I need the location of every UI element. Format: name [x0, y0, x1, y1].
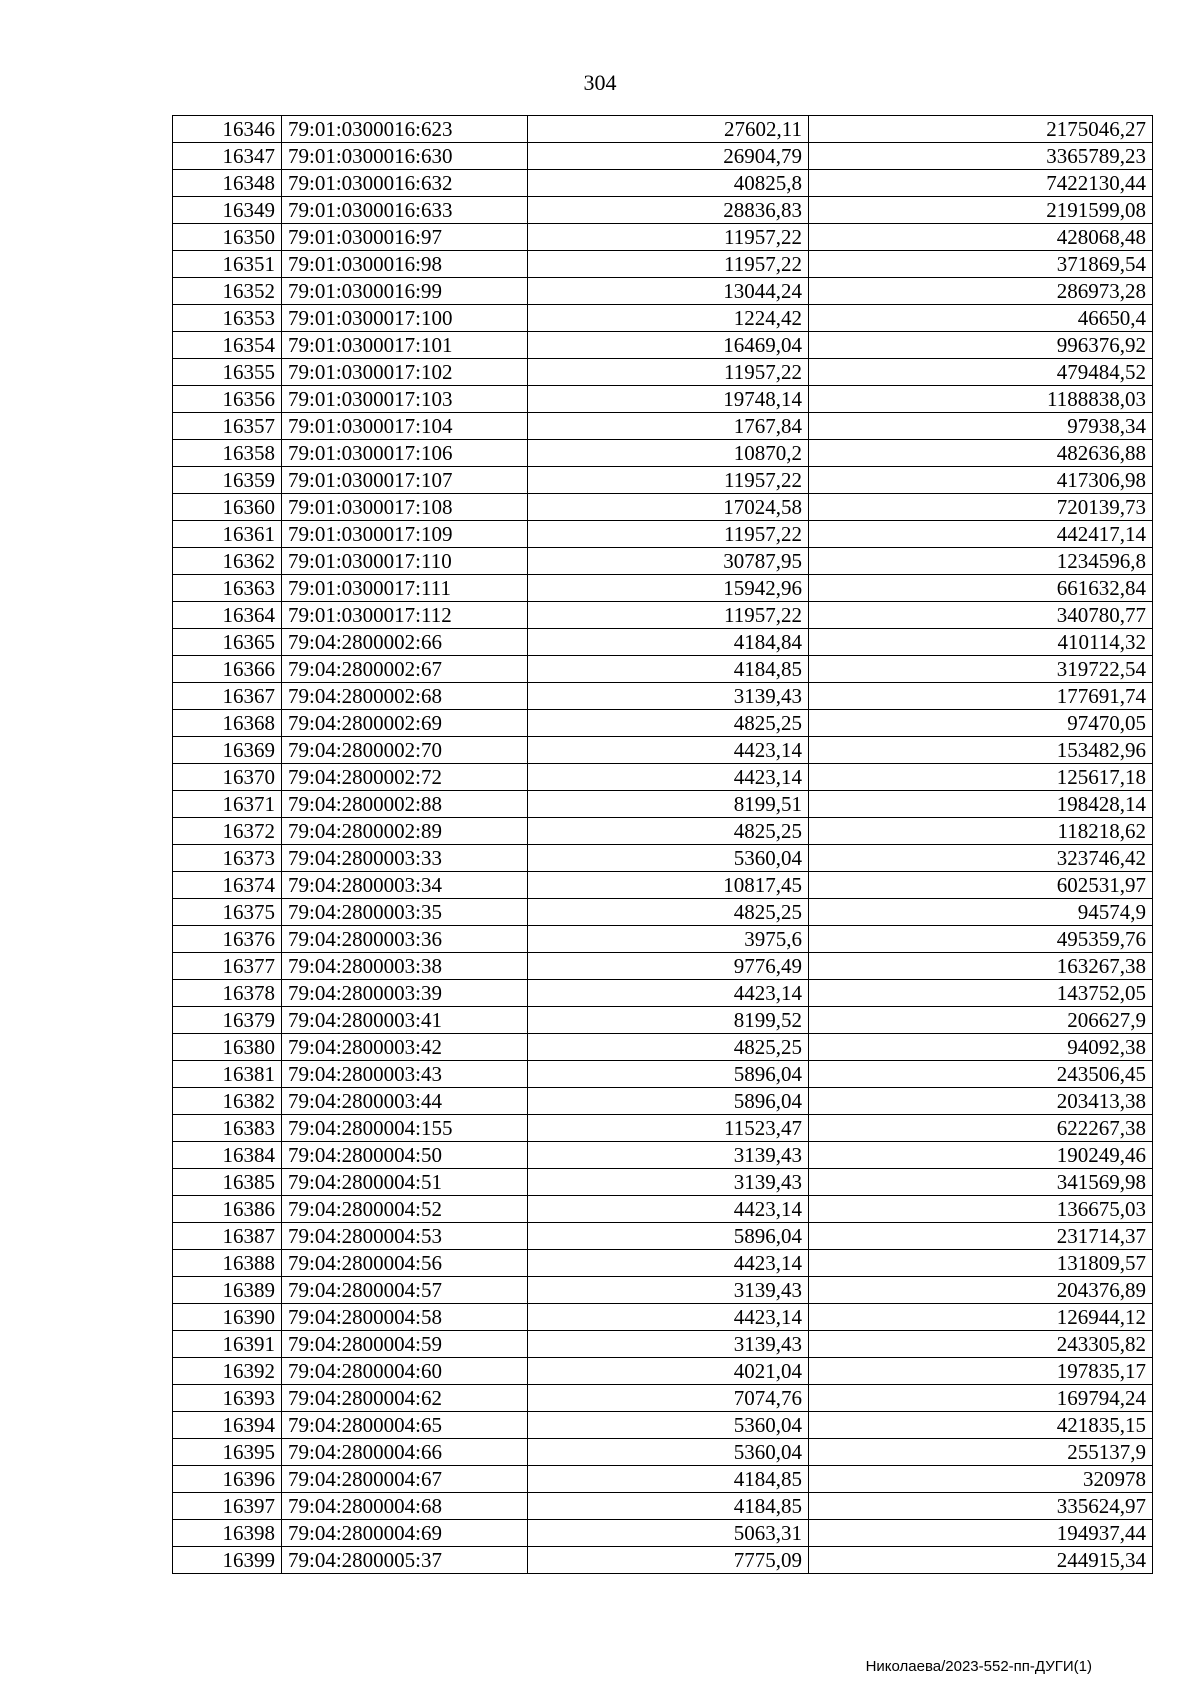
- cadastral-value-cell: 136675,03: [809, 1196, 1153, 1223]
- table-row: [173, 602, 1153, 629]
- row-number-cell: 16370: [173, 764, 282, 791]
- area-cell: 5063,31: [528, 1520, 809, 1547]
- cadastral-value-cell: 131809,57: [809, 1250, 1153, 1277]
- cadastral-value-cell: 410114,32: [809, 629, 1153, 656]
- cadastral-value-cell: 244915,34: [809, 1547, 1153, 1574]
- table-row: [173, 1034, 1153, 1061]
- row-number-cell: 16346: [173, 116, 282, 143]
- cadastral-value-cell: 428068,48: [809, 224, 1153, 251]
- table-row: [173, 116, 1153, 143]
- cadastral-value-cell: 94092,38: [809, 1034, 1153, 1061]
- area-cell: 1767,84: [528, 413, 809, 440]
- table-row: [173, 251, 1153, 278]
- cadastral-value-cell: 996376,92: [809, 332, 1153, 359]
- area-cell: 11523,47: [528, 1115, 809, 1142]
- row-number-cell: 16358: [173, 440, 282, 467]
- area-cell: 4825,25: [528, 818, 809, 845]
- table-row: [173, 1142, 1153, 1169]
- area-cell: 3139,43: [528, 1142, 809, 1169]
- cadastral-value-cell: 286973,28: [809, 278, 1153, 305]
- table-row: [173, 1304, 1153, 1331]
- cadastral-number-cell: 79:01:0300017:103: [282, 386, 528, 413]
- cadastral-value-cell: 340780,77: [809, 602, 1153, 629]
- table-row: [173, 170, 1153, 197]
- table-row: [173, 845, 1153, 872]
- cadastral-number-cell: 79:01:0300017:101: [282, 332, 528, 359]
- area-cell: 4423,14: [528, 980, 809, 1007]
- cadastral-number-cell: 79:04:2800004:53: [282, 1223, 528, 1250]
- cadastral-value-cell: 341569,98: [809, 1169, 1153, 1196]
- row-number-cell: 16367: [173, 683, 282, 710]
- cadastral-number-cell: 79:01:0300017:104: [282, 413, 528, 440]
- table-row: [173, 575, 1153, 602]
- cadastral-number-cell: 79:01:0300016:98: [282, 251, 528, 278]
- cadastral-value-cell: 94574,9: [809, 899, 1153, 926]
- cadastral-value-cell: 143752,05: [809, 980, 1153, 1007]
- row-number-cell: 16357: [173, 413, 282, 440]
- cadastral-number-cell: 79:04:2800002:88: [282, 791, 528, 818]
- cadastral-value-cell: 255137,9: [809, 1439, 1153, 1466]
- area-cell: 19748,14: [528, 386, 809, 413]
- row-number-cell: 16394: [173, 1412, 282, 1439]
- cadastral-number-cell: 79:04:2800004:68: [282, 1493, 528, 1520]
- row-number-cell: 16398: [173, 1520, 282, 1547]
- cadastral-value-cell: 197835,17: [809, 1358, 1153, 1385]
- area-cell: 16469,04: [528, 332, 809, 359]
- table-row: [173, 1196, 1153, 1223]
- table-row: [173, 1169, 1153, 1196]
- area-cell: 11957,22: [528, 602, 809, 629]
- table-row: [173, 683, 1153, 710]
- cadastral-value-cell: 482636,88: [809, 440, 1153, 467]
- cadastral-value-cell: 118218,62: [809, 818, 1153, 845]
- row-number-cell: 16369: [173, 737, 282, 764]
- area-cell: 13044,24: [528, 278, 809, 305]
- cadastral-value-cell: 2175046,27: [809, 116, 1153, 143]
- cadastral-number-cell: 79:04:2800004:59: [282, 1331, 528, 1358]
- cadastral-number-cell: 79:04:2800004:58: [282, 1304, 528, 1331]
- cadastral-value-cell: 46650,4: [809, 305, 1153, 332]
- cadastral-number-cell: 79:01:0300017:106: [282, 440, 528, 467]
- row-number-cell: 16349: [173, 197, 282, 224]
- table-row: [173, 521, 1153, 548]
- area-cell: 3975,6: [528, 926, 809, 953]
- table-row: [173, 1439, 1153, 1466]
- cadastral-number-cell: 79:04:2800004:50: [282, 1142, 528, 1169]
- cadastral-number-cell: 79:01:0300017:112: [282, 602, 528, 629]
- area-cell: 3139,43: [528, 1277, 809, 1304]
- area-cell: 3139,43: [528, 1169, 809, 1196]
- area-cell: 5896,04: [528, 1061, 809, 1088]
- area-cell: 5896,04: [528, 1088, 809, 1115]
- area-cell: 4423,14: [528, 1304, 809, 1331]
- cadastral-value-cell: 243305,82: [809, 1331, 1153, 1358]
- table-row: [173, 710, 1153, 737]
- row-number-cell: 16348: [173, 170, 282, 197]
- cadastral-number-cell: 79:04:2800002:72: [282, 764, 528, 791]
- cadastral-number-cell: 79:01:0300017:111: [282, 575, 528, 602]
- cadastral-value-cell: 198428,14: [809, 791, 1153, 818]
- table-row: [173, 1547, 1153, 1574]
- cadastral-number-cell: 79:04:2800003:39: [282, 980, 528, 1007]
- cadastral-value-cell: 97938,34: [809, 413, 1153, 440]
- cadastral-number-cell: 79:04:2800003:41: [282, 1007, 528, 1034]
- table-row: [173, 467, 1153, 494]
- area-cell: 4021,04: [528, 1358, 809, 1385]
- area-cell: 10817,45: [528, 872, 809, 899]
- area-cell: 5896,04: [528, 1223, 809, 1250]
- row-number-cell: 16351: [173, 251, 282, 278]
- cadastral-number-cell: 79:04:2800004:67: [282, 1466, 528, 1493]
- area-cell: 4423,14: [528, 764, 809, 791]
- cadastral-value-cell: 1234596,8: [809, 548, 1153, 575]
- cadastral-value-cell: 194937,44: [809, 1520, 1153, 1547]
- area-cell: 4423,14: [528, 1250, 809, 1277]
- cadastral-value-cell: 231714,37: [809, 1223, 1153, 1250]
- table-row: [173, 1385, 1153, 1412]
- area-cell: 11957,22: [528, 467, 809, 494]
- row-number-cell: 16361: [173, 521, 282, 548]
- cadastral-number-cell: 79:04:2800004:52: [282, 1196, 528, 1223]
- footer-reference: Николаева/2023-552-пп-ДУГИ(1): [865, 1658, 1092, 1675]
- table-row: [173, 143, 1153, 170]
- area-cell: 1224,42: [528, 305, 809, 332]
- table-row: [173, 1412, 1153, 1439]
- cadastral-value-cell: 204376,89: [809, 1277, 1153, 1304]
- row-number-cell: 16383: [173, 1115, 282, 1142]
- area-cell: 28836,83: [528, 197, 809, 224]
- cadastral-number-cell: 79:04:2800004:51: [282, 1169, 528, 1196]
- row-number-cell: 16373: [173, 845, 282, 872]
- cadastral-value-cell: 622267,38: [809, 1115, 1153, 1142]
- cadastral-value-cell: 1188838,03: [809, 386, 1153, 413]
- cadastral-value-cell: 442417,14: [809, 521, 1153, 548]
- table-row: [173, 305, 1153, 332]
- area-cell: 4184,85: [528, 1466, 809, 1493]
- table-row: [173, 332, 1153, 359]
- row-number-cell: 16366: [173, 656, 282, 683]
- row-number-cell: 16392: [173, 1358, 282, 1385]
- row-number-cell: 16378: [173, 980, 282, 1007]
- cadastral-number-cell: 79:04:2800004:65: [282, 1412, 528, 1439]
- page-number: 304: [583, 70, 617, 95]
- cadastral-number-cell: 79:04:2800002:68: [282, 683, 528, 710]
- table-row: [173, 872, 1153, 899]
- area-cell: 15942,96: [528, 575, 809, 602]
- table-row: [173, 953, 1153, 980]
- cadastral-number-cell: 79:01:0300017:110: [282, 548, 528, 575]
- area-cell: 4825,25: [528, 1034, 809, 1061]
- area-cell: 11957,22: [528, 521, 809, 548]
- area-cell: 4825,25: [528, 899, 809, 926]
- cadastral-value-cell: 720139,73: [809, 494, 1153, 521]
- table-row: [173, 224, 1153, 251]
- cadastral-value-cell: 417306,98: [809, 467, 1153, 494]
- row-number-cell: 16365: [173, 629, 282, 656]
- table-row: [173, 413, 1153, 440]
- cadastral-number-cell: 79:04:2800003:43: [282, 1061, 528, 1088]
- table-row: [173, 1223, 1153, 1250]
- row-number-cell: 16381: [173, 1061, 282, 1088]
- cadastral-number-cell: 79:01:0300017:108: [282, 494, 528, 521]
- area-cell: 4184,84: [528, 629, 809, 656]
- row-number-cell: 16354: [173, 332, 282, 359]
- cadastral-number-cell: 79:04:2800002:66: [282, 629, 528, 656]
- area-cell: 30787,95: [528, 548, 809, 575]
- table-row: [173, 1250, 1153, 1277]
- cadastral-number-cell: 79:01:0300017:109: [282, 521, 528, 548]
- cadastral-value-cell: 371869,54: [809, 251, 1153, 278]
- table-row: [173, 1331, 1153, 1358]
- table-row: [173, 1277, 1153, 1304]
- area-cell: 3139,43: [528, 1331, 809, 1358]
- row-number-cell: 16368: [173, 710, 282, 737]
- cadastral-value-cell: 602531,97: [809, 872, 1153, 899]
- row-number-cell: 16393: [173, 1385, 282, 1412]
- cadastral-number-cell: 79:04:2800004:155: [282, 1115, 528, 1142]
- cadastral-value-cell: 323746,42: [809, 845, 1153, 872]
- table-row: [173, 899, 1153, 926]
- area-cell: 4184,85: [528, 656, 809, 683]
- cadastral-value-cell: 319722,54: [809, 656, 1153, 683]
- cadastral-value-cell: 7422130,44: [809, 170, 1153, 197]
- row-number-cell: 16362: [173, 548, 282, 575]
- cadastral-number-cell: 79:04:2800003:44: [282, 1088, 528, 1115]
- row-number-cell: 16371: [173, 791, 282, 818]
- cadastral-number-cell: 79:01:0300017:102: [282, 359, 528, 386]
- row-number-cell: 16356: [173, 386, 282, 413]
- table-row: [173, 629, 1153, 656]
- row-number-cell: 16387: [173, 1223, 282, 1250]
- registry-table: [172, 115, 1153, 1574]
- area-cell: 40825,8: [528, 170, 809, 197]
- cadastral-number-cell: 79:04:2800004:57: [282, 1277, 528, 1304]
- cadastral-value-cell: 169794,24: [809, 1385, 1153, 1412]
- row-number-cell: 16385: [173, 1169, 282, 1196]
- row-number-cell: 16389: [173, 1277, 282, 1304]
- row-number-cell: 16376: [173, 926, 282, 953]
- cadastral-value-cell: 163267,38: [809, 953, 1153, 980]
- area-cell: 7775,09: [528, 1547, 809, 1574]
- cadastral-value-cell: 661632,84: [809, 575, 1153, 602]
- table-row: [173, 440, 1153, 467]
- row-number-cell: 16347: [173, 143, 282, 170]
- table-row: [173, 1088, 1153, 1115]
- row-number-cell: 16363: [173, 575, 282, 602]
- row-number-cell: 16395: [173, 1439, 282, 1466]
- table-row: [173, 791, 1153, 818]
- table-row: [173, 1061, 1153, 1088]
- table-row: [173, 278, 1153, 305]
- row-number-cell: 16350: [173, 224, 282, 251]
- cadastral-number-cell: 79:01:0300016:623: [282, 116, 528, 143]
- cadastral-value-cell: 495359,76: [809, 926, 1153, 953]
- cadastral-value-cell: 126944,12: [809, 1304, 1153, 1331]
- table-row: [173, 197, 1153, 224]
- row-number-cell: 16352: [173, 278, 282, 305]
- cadastral-number-cell: 79:01:0300016:99: [282, 278, 528, 305]
- table-row: [173, 1007, 1153, 1034]
- cadastral-value-cell: 421835,15: [809, 1412, 1153, 1439]
- cadastral-number-cell: 79:04:2800002:67: [282, 656, 528, 683]
- cadastral-number-cell: 79:04:2800003:42: [282, 1034, 528, 1061]
- area-cell: 11957,22: [528, 224, 809, 251]
- cadastral-number-cell: 79:04:2800002:69: [282, 710, 528, 737]
- area-cell: 9776,49: [528, 953, 809, 980]
- cadastral-number-cell: 79:01:0300016:633: [282, 197, 528, 224]
- cadastral-number-cell: 79:04:2800004:60: [282, 1358, 528, 1385]
- cadastral-number-cell: 79:04:2800002:89: [282, 818, 528, 845]
- cadastral-number-cell: 79:04:2800002:70: [282, 737, 528, 764]
- area-cell: 8199,51: [528, 791, 809, 818]
- row-number-cell: 16399: [173, 1547, 282, 1574]
- table-row: [173, 494, 1153, 521]
- row-number-cell: 16353: [173, 305, 282, 332]
- row-number-cell: 16355: [173, 359, 282, 386]
- table-row: [173, 764, 1153, 791]
- area-cell: 4184,85: [528, 1493, 809, 1520]
- cadastral-number-cell: 79:04:2800004:62: [282, 1385, 528, 1412]
- cadastral-value-cell: 177691,74: [809, 683, 1153, 710]
- row-number-cell: 16388: [173, 1250, 282, 1277]
- table-row: [173, 926, 1153, 953]
- row-number-cell: 16379: [173, 1007, 282, 1034]
- cadastral-value-cell: 335624,97: [809, 1493, 1153, 1520]
- cadastral-number-cell: 79:01:0300017:107: [282, 467, 528, 494]
- row-number-cell: 16374: [173, 872, 282, 899]
- cadastral-value-cell: 320978: [809, 1466, 1153, 1493]
- table-row: [173, 1493, 1153, 1520]
- cadastral-number-cell: 79:01:0300016:97: [282, 224, 528, 251]
- row-number-cell: 16386: [173, 1196, 282, 1223]
- cadastral-value-cell: 243506,45: [809, 1061, 1153, 1088]
- row-number-cell: 16360: [173, 494, 282, 521]
- cadastral-number-cell: 79:01:0300017:100: [282, 305, 528, 332]
- cadastral-value-cell: 125617,18: [809, 764, 1153, 791]
- area-cell: 4825,25: [528, 710, 809, 737]
- cadastral-value-cell: 206627,9: [809, 1007, 1153, 1034]
- table-row: [173, 1115, 1153, 1142]
- cadastral-value-cell: 203413,38: [809, 1088, 1153, 1115]
- cadastral-number-cell: 79:04:2800005:37: [282, 1547, 528, 1574]
- table-row: [173, 1520, 1153, 1547]
- row-number-cell: 16384: [173, 1142, 282, 1169]
- cadastral-number-cell: 79:04:2800004:69: [282, 1520, 528, 1547]
- area-cell: 11957,22: [528, 251, 809, 278]
- area-cell: 10870,2: [528, 440, 809, 467]
- row-number-cell: 16364: [173, 602, 282, 629]
- cadastral-number-cell: 79:04:2800004:56: [282, 1250, 528, 1277]
- row-number-cell: 16359: [173, 467, 282, 494]
- table-row: [173, 548, 1153, 575]
- row-number-cell: 16375: [173, 899, 282, 926]
- cadastral-value-cell: 97470,05: [809, 710, 1153, 737]
- table-row: [173, 386, 1153, 413]
- table-row: [173, 656, 1153, 683]
- cadastral-number-cell: 79:04:2800003:34: [282, 872, 528, 899]
- cadastral-value-cell: 190249,46: [809, 1142, 1153, 1169]
- table-row: [173, 980, 1153, 1007]
- table-row: [173, 737, 1153, 764]
- area-cell: 3139,43: [528, 683, 809, 710]
- cadastral-number-cell: 79:04:2800004:66: [282, 1439, 528, 1466]
- area-cell: 17024,58: [528, 494, 809, 521]
- area-cell: 5360,04: [528, 1412, 809, 1439]
- area-cell: 8199,52: [528, 1007, 809, 1034]
- table-row: [173, 359, 1153, 386]
- row-number-cell: 16377: [173, 953, 282, 980]
- cadastral-number-cell: 79:04:2800003:35: [282, 899, 528, 926]
- table-row: [173, 1358, 1153, 1385]
- area-cell: 11957,22: [528, 359, 809, 386]
- area-cell: 27602,11: [528, 116, 809, 143]
- cadastral-number-cell: 79:01:0300016:630: [282, 143, 528, 170]
- table-row: [173, 818, 1153, 845]
- row-number-cell: 16391: [173, 1331, 282, 1358]
- cadastral-number-cell: 79:01:0300016:632: [282, 170, 528, 197]
- table-row: [173, 1466, 1153, 1493]
- row-number-cell: 16382: [173, 1088, 282, 1115]
- area-cell: 4423,14: [528, 737, 809, 764]
- cadastral-value-cell: 3365789,23: [809, 143, 1153, 170]
- area-cell: 4423,14: [528, 1196, 809, 1223]
- area-cell: 5360,04: [528, 1439, 809, 1466]
- area-cell: 7074,76: [528, 1385, 809, 1412]
- row-number-cell: 16380: [173, 1034, 282, 1061]
- cadastral-value-cell: 153482,96: [809, 737, 1153, 764]
- row-number-cell: 16372: [173, 818, 282, 845]
- row-number-cell: 16396: [173, 1466, 282, 1493]
- cadastral-number-cell: 79:04:2800003:38: [282, 953, 528, 980]
- cadastral-value-cell: 479484,52: [809, 359, 1153, 386]
- row-number-cell: 16390: [173, 1304, 282, 1331]
- area-cell: 26904,79: [528, 143, 809, 170]
- cadastral-number-cell: 79:04:2800003:36: [282, 926, 528, 953]
- cadastral-number-cell: 79:04:2800003:33: [282, 845, 528, 872]
- area-cell: 5360,04: [528, 845, 809, 872]
- row-number-cell: 16397: [173, 1493, 282, 1520]
- cadastral-value-cell: 2191599,08: [809, 197, 1153, 224]
- registry-table-body: [173, 116, 1153, 1574]
